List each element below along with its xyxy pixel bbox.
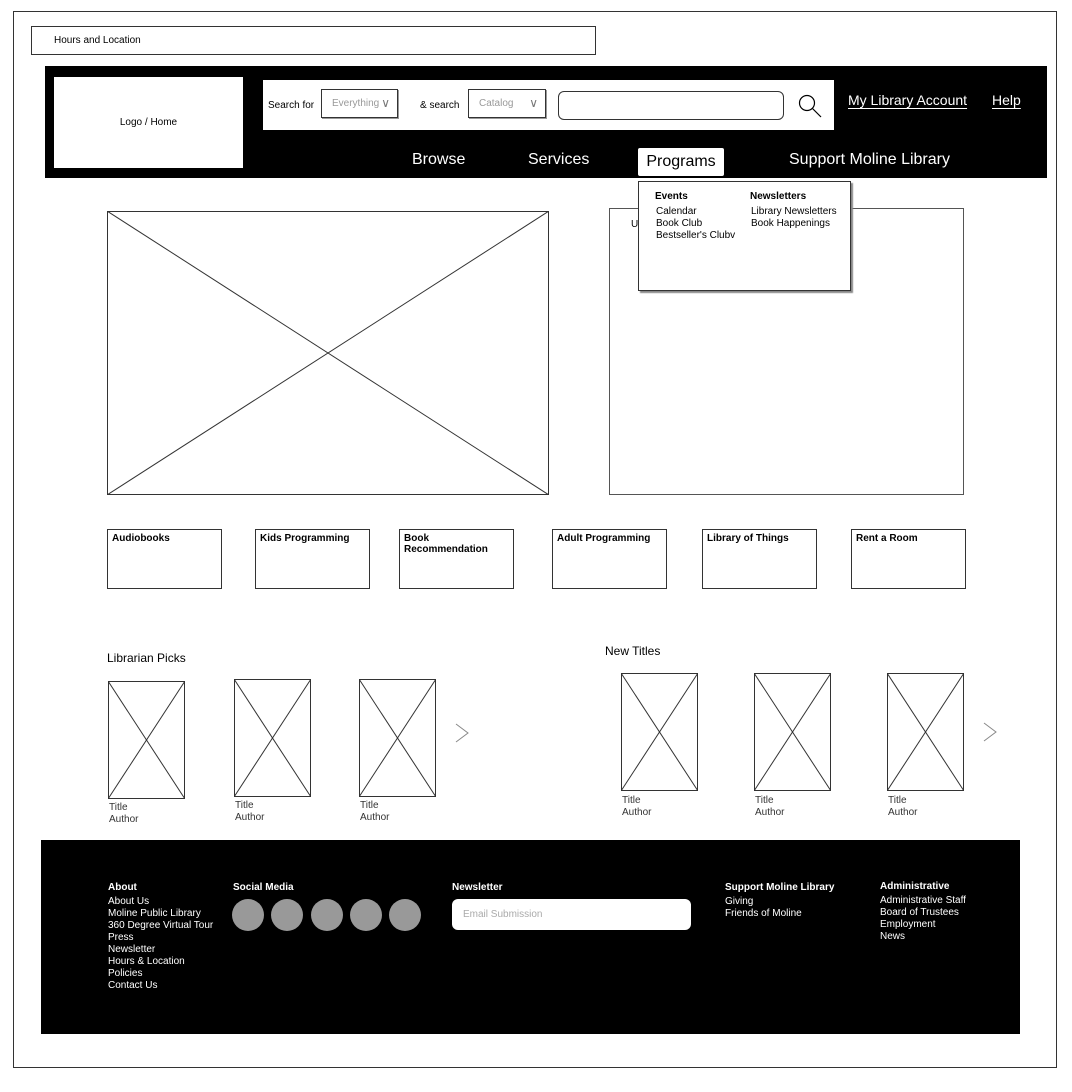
footer-newsletter-column xyxy=(452,882,503,896)
site-header xyxy=(45,66,1047,178)
footer-link-press[interactable]: Press xyxy=(108,932,134,943)
footer-support-column xyxy=(725,882,834,920)
footer-support-heading: Support Moline Library xyxy=(725,882,835,893)
footer-link-about-us[interactable]: About Us xyxy=(108,896,150,907)
book-author: Author xyxy=(755,807,785,818)
hours-location-bar[interactable]: Hours and Location xyxy=(31,26,596,55)
events-heading: Events xyxy=(655,191,688,202)
book-cover-placeholder[interactable] xyxy=(754,673,831,791)
chevron-right-icon[interactable] xyxy=(455,723,469,743)
book-title[interactable]: Title xyxy=(755,795,774,806)
book-title[interactable]: Title xyxy=(109,802,128,813)
book-meta xyxy=(235,800,264,824)
footer-link-moline-public-library[interactable]: Moline Public Library xyxy=(108,908,201,919)
category-tile-library-of-things[interactable] xyxy=(702,529,817,589)
search-source-select[interactable] xyxy=(468,89,546,118)
social-media-icon[interactable] xyxy=(311,899,343,931)
programs-dropdown-menu xyxy=(638,181,851,291)
footer-link-news[interactable]: News xyxy=(880,931,906,942)
nav-browse[interactable]: Browse xyxy=(412,151,466,168)
book-title[interactable]: Title xyxy=(360,800,379,811)
book-meta xyxy=(755,795,784,819)
email-submission-input[interactable] xyxy=(452,899,691,930)
footer-link-contact-us[interactable]: Contact Us xyxy=(108,980,158,991)
footer-link-hours-location[interactable]: Hours & Location xyxy=(108,956,185,967)
book-cover-placeholder[interactable] xyxy=(621,673,698,791)
search-input[interactable] xyxy=(558,91,784,120)
nav-programs-label: Programs xyxy=(646,153,716,170)
social-media-icon[interactable] xyxy=(389,899,421,931)
footer-link-newsletter[interactable]: Newsletter xyxy=(108,944,156,955)
footer-link-friends-of-moline[interactable]: Friends of Moline xyxy=(725,908,802,919)
footer-admin-column xyxy=(880,881,966,943)
hero-image-placeholder xyxy=(107,211,549,495)
category-label: Kids Programming xyxy=(260,533,350,544)
footer-link-administrative-staff[interactable]: Administrative Staff xyxy=(880,895,966,906)
chevron-down-icon: ∨ xyxy=(381,96,390,110)
category-tile-book-recommendation[interactable] xyxy=(399,529,514,589)
category-label: Adult Programming xyxy=(557,533,651,544)
chevron-right-icon[interactable] xyxy=(983,722,997,742)
footer-about-heading: About xyxy=(108,882,137,893)
menu-item-book-happenings[interactable]: Book Happenings xyxy=(751,218,830,229)
footer-link-board-of-trustees[interactable]: Board of Trustees xyxy=(880,907,959,918)
book-meta xyxy=(888,795,917,819)
book-meta xyxy=(109,802,138,826)
nav-support-moline-library[interactable]: Support Moline Library xyxy=(789,151,950,168)
search-icon[interactable] xyxy=(798,94,822,118)
footer-link-virtual-tour[interactable]: 360 Degree Virtual Tour xyxy=(108,920,214,931)
category-tile-kids-programming[interactable] xyxy=(255,529,370,589)
book-author: Author xyxy=(235,812,265,823)
newsletters-column xyxy=(750,191,837,230)
footer-link-giving[interactable]: Giving xyxy=(725,896,754,907)
footer-link-employment[interactable]: Employment xyxy=(880,919,936,930)
book-title[interactable]: Title xyxy=(622,795,641,806)
menu-item-library-newsletters[interactable]: Library Newsletters xyxy=(751,206,837,217)
footer-social-heading: Social Media xyxy=(233,882,294,893)
book-cover-placeholder[interactable] xyxy=(359,679,436,797)
social-media-icon[interactable] xyxy=(232,899,264,931)
my-library-account-link[interactable]: My Library Account xyxy=(848,92,968,108)
search-scope-value: Everything xyxy=(332,98,380,109)
book-cover-placeholder[interactable] xyxy=(887,673,964,791)
search-panel xyxy=(263,80,834,130)
logo-home-link[interactable] xyxy=(54,77,243,168)
book-author: Author xyxy=(888,807,918,818)
book-title[interactable]: Title xyxy=(235,800,254,811)
book-meta xyxy=(360,800,389,824)
book-author: Author xyxy=(109,814,139,825)
category-tile-audiobooks[interactable] xyxy=(107,529,222,589)
help-link[interactable]: Help xyxy=(992,92,1021,108)
site-footer xyxy=(41,840,1020,1034)
and-search-label: & search xyxy=(420,100,460,111)
category-label: Book Recommendation xyxy=(404,533,488,555)
newsletters-heading: Newsletters xyxy=(750,191,807,202)
book-title[interactable]: Title xyxy=(888,795,907,806)
search-source-value: Catalog xyxy=(479,98,514,109)
category-tile-rent-a-room[interactable] xyxy=(851,529,966,589)
nav-programs[interactable] xyxy=(638,148,724,176)
menu-item-calendar[interactable]: Calendar xyxy=(656,206,697,217)
search-scope-select[interactable] xyxy=(321,89,398,118)
logo-label: Logo / Home xyxy=(119,117,178,128)
new-titles-title: New Titles xyxy=(605,644,661,658)
footer-about-column xyxy=(108,882,213,992)
footer-link-policies[interactable]: Policies xyxy=(108,968,143,979)
search-for-label: Search for xyxy=(268,100,315,111)
side-panel-text: U xyxy=(631,219,639,230)
book-meta xyxy=(622,795,651,819)
category-tile-adult-programming[interactable] xyxy=(552,529,667,589)
social-media-icon[interactable] xyxy=(350,899,382,931)
librarian-picks-title: Librarian Picks xyxy=(107,651,186,665)
category-label: Library of Things xyxy=(707,533,789,544)
book-author: Author xyxy=(622,807,652,818)
social-media-icon[interactable] xyxy=(271,899,303,931)
nav-services[interactable]: Services xyxy=(528,151,590,168)
book-cover-placeholder[interactable] xyxy=(108,681,185,799)
chevron-down-icon: ∨ xyxy=(529,96,538,110)
book-author: Author xyxy=(360,812,390,823)
footer-admin-heading: Administrative xyxy=(880,881,950,892)
menu-item-book-club[interactable]: Book Club xyxy=(656,218,703,229)
category-label: Audiobooks xyxy=(112,533,170,544)
category-label: Rent a Room xyxy=(856,533,918,544)
menu-item-bestsellers-club[interactable]: Bestseller's Clubv xyxy=(656,230,736,241)
footer-newsletter-heading: Newsletter xyxy=(452,882,503,893)
book-cover-placeholder[interactable] xyxy=(234,679,311,797)
events-column xyxy=(655,191,735,242)
footer-social-column xyxy=(233,882,294,896)
